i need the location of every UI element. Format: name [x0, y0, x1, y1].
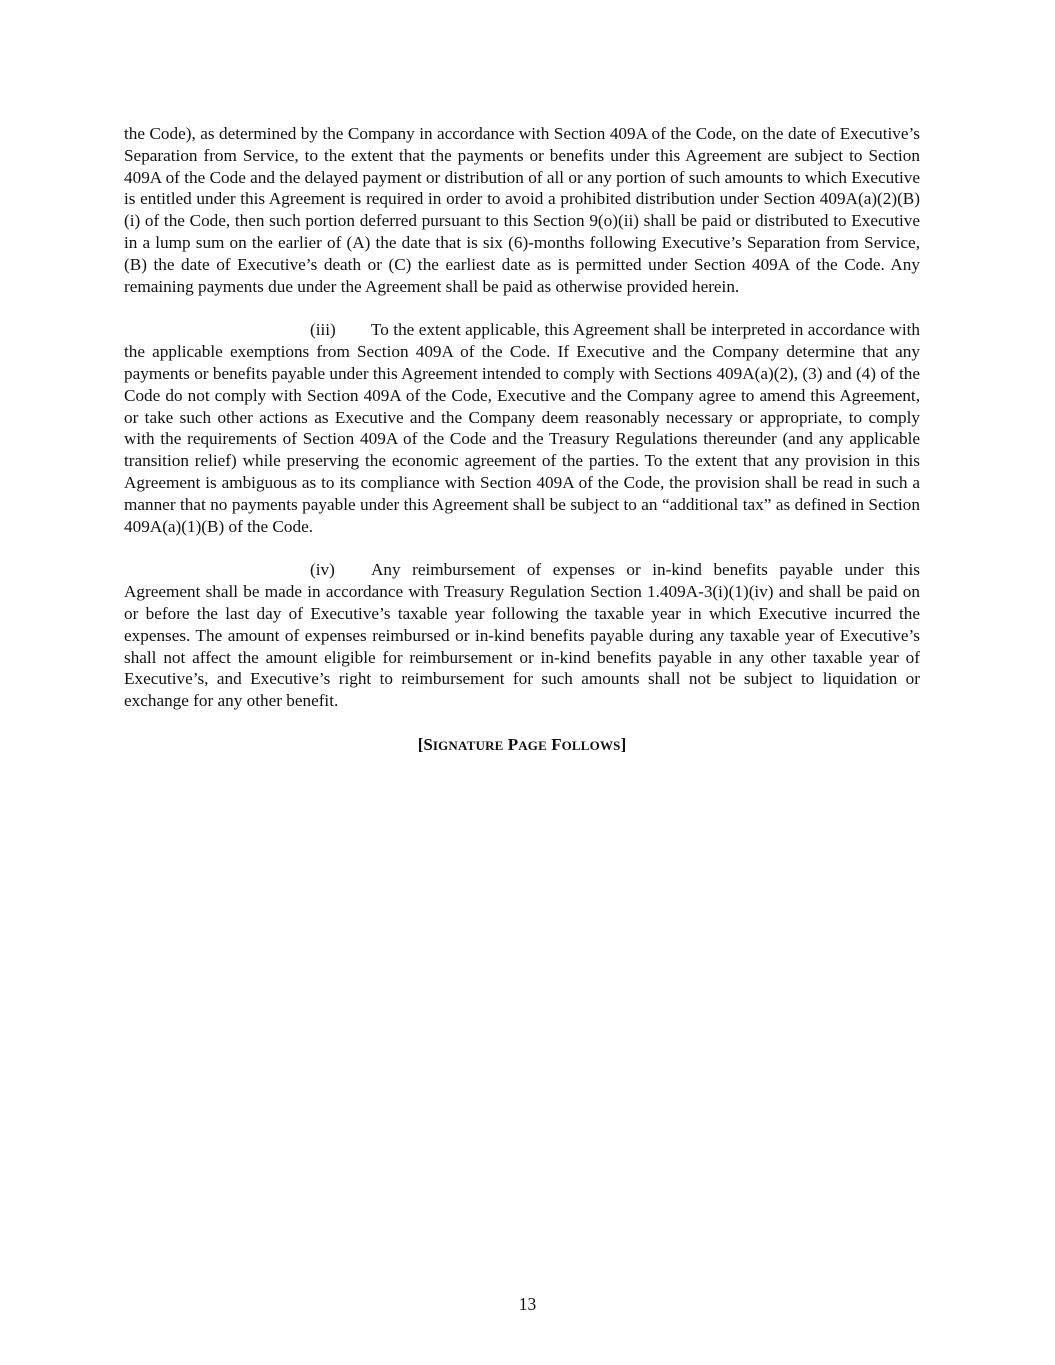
- section-iii: [124, 319, 920, 537]
- heading-open-bracket: [: [417, 734, 424, 754]
- continuation-paragraph: the Code), as determined by the Company in accordance with Section 409A of the Code, on the date of Executive’s Separation from Service, to the extent that the payments or benefits under this Agreement are subject to Section 409A of the Code and the delayed payment or distribution of all or any portion of such amounts to which Executive is entitled under this Agreement is required in order to avoid a prohibited distribution under Section 409A(a)(2)(B)(i) of the Code, then such portion deferred pursuant to this Section 9(o)(ii) shall be paid or distributed to Executive in a lump sum on the earlier of (A) the date that is six (6)-months following Executive’s Separation from Service, (B) the date of Executive’s death or (C) the earliest date as is permitted under Section 409A of the Code. Any remaining payments due under the Agreement shall be paid as otherwise provided herein.: [124, 124, 920, 296]
- heading-close-bracket: ]: [620, 734, 627, 754]
- section-iii-number: (iii): [310, 320, 336, 340]
- heading-word2-initial: P: [507, 734, 519, 754]
- page-number: 13: [518, 1294, 537, 1314]
- signature-page-follows-heading: [124, 734, 920, 757]
- section-iii-text: To the extent applicable, this Agreement shall be interpreted in accordance with the applicable exemptions from Section 409A of the Code. If Executive and the Company determine that any payments or benefits payable under this Agreement intended to comply with Sections 409A(a)(2), (3) and (4) of the Code do not comply with Section 409A of the Code, Executive and the Company agree to amend this Agreement, or take such other actions as Executive and the Company deem reasonably necessary or appropriate, to comply with the requirements of Section 409A of the Code and the Treasury Regulations thereunder (and any applicable transition relief) while preserving the economic agreement of the parties. To the extent that any provision in this Agreement is ambiguous as to its compliance with Section 409A of the Code, the provision shall be read in such a manner that no payments payable under this Agreement shall be subject to an “additional tax” as defined in Section 409A(a)(1)(B) of the Code.: [124, 320, 920, 536]
- heading-word3-rest: OLLOWS: [561, 737, 621, 753]
- heading-word3-initial: F: [551, 734, 562, 754]
- section-iv: [124, 559, 920, 712]
- heading-word1-initial: S: [423, 734, 433, 754]
- document-body: [124, 123, 920, 757]
- heading-word2-rest: AGE: [518, 737, 547, 753]
- heading-word1-rest: IGNATURE: [432, 737, 504, 753]
- section-iv-number: (iv): [310, 560, 335, 580]
- section-iv-text: Any reimbursement of expenses or in-kind benefits payable under this Agreement shall be made in accordance with Treasury Regulation Section 1.409A-3(i)(1)(iv) and shall be paid on or before the last day of Executive’s taxable year following the taxable year in which Executive incurred the expenses. The amount of expenses reimbursed or in-kind benefits payable during any taxable year of Executive’s shall not affect the amount eligible for reimbursement or in-kind benefits payable in any other taxable year of Executive’s, and Executive’s right to reimbursement for such amounts shall not be subject to liquidation or exchange for any other benefit.: [124, 560, 920, 711]
